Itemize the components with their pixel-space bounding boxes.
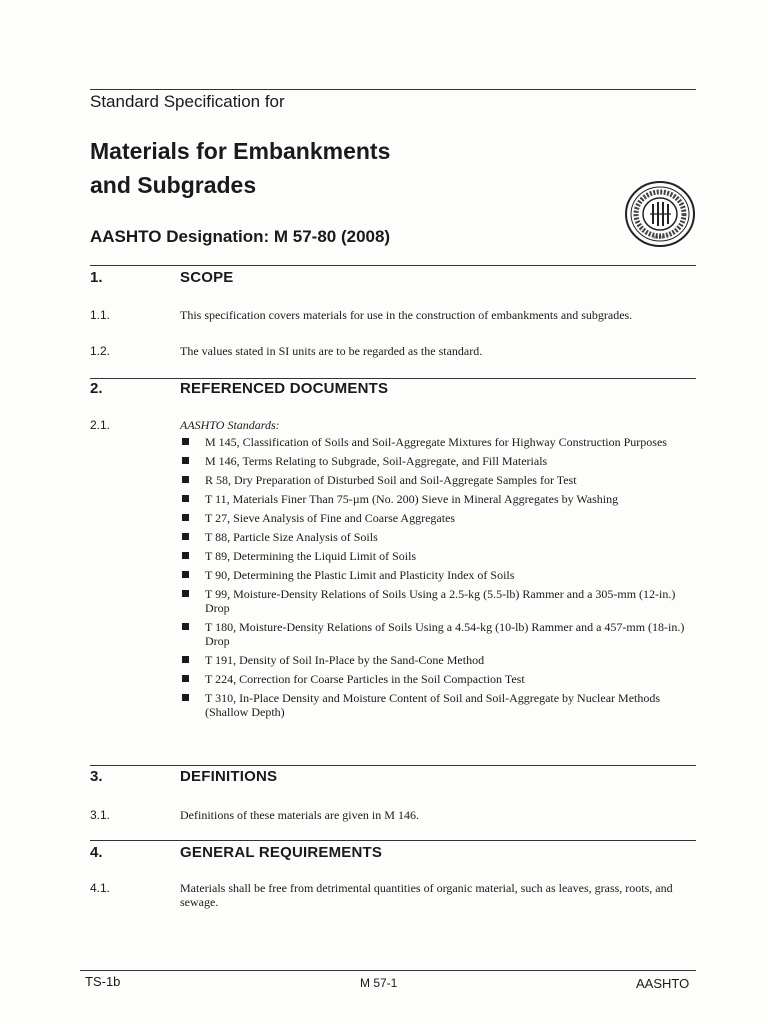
section-4-number: 4.	[90, 844, 103, 861]
bullet-icon	[182, 514, 189, 521]
list-item: T 27, Sieve Analysis of Fine and Coarse Aggregates	[180, 511, 700, 525]
list-item: T 11, Materials Finer Than 75-µm (No. 200) Sieve in Mineral Aggregates by Washing	[180, 492, 700, 506]
list-item: T 180, Moisture-Density Relations of Soils Using a 4.54-kg (10-lb) Rammer and a 457-mm (18-in.) Drop	[180, 620, 700, 648]
list-item: T 90, Determining the Plastic Limit and Plasticity Index of Soils	[180, 568, 700, 582]
section-3-rule	[90, 765, 696, 766]
section-2-title: REFERENCED DOCUMENTS	[180, 380, 389, 397]
list-item: T 89, Determining the Liquid Limit of Soils	[180, 549, 700, 563]
bullet-icon	[182, 656, 189, 663]
doc-title-line1: Materials for Embankments	[90, 138, 391, 164]
para-3-1-text: Definitions of these materials are given in M 146.	[180, 808, 419, 822]
aashto-seal-icon	[620, 180, 700, 250]
section-3-title: DEFINITIONS	[180, 768, 278, 785]
bullet-icon	[182, 533, 189, 540]
section-3-number: 3.	[90, 768, 103, 785]
spec-label: Standard Specification for	[90, 92, 285, 111]
para-4-1-number: 4.1.	[90, 881, 111, 895]
para-4-1-text: Materials shall be free from detrimental quantities of organic material, such as leaves, grass, roots, and sewage.	[180, 881, 673, 909]
section-2-rule	[90, 378, 696, 379]
top-rule	[90, 89, 696, 90]
bullet-icon	[182, 476, 189, 483]
footer-right: AASHTO	[636, 976, 690, 991]
bullet-icon	[182, 552, 189, 559]
section-1-rule	[90, 265, 696, 266]
bullet-icon	[182, 495, 189, 502]
section-4-title: GENERAL REQUIREMENTS	[180, 844, 383, 861]
bullet-icon	[182, 623, 189, 630]
section-1-number: 1.	[90, 269, 103, 286]
bullet-icon	[182, 694, 189, 701]
list-item: T 88, Particle Size Analysis of Soils	[180, 530, 700, 544]
section-2-number: 2.	[90, 380, 103, 397]
list-item: T 310, In-Place Density and Moisture Content of Soil and Soil-Aggregate by Nuclear Methods (Shallow Depth)	[180, 691, 700, 719]
list-item: T 191, Density of Soil In-Place by the Sand-Cone Method	[180, 653, 700, 667]
designation: AASHTO Designation: M 57-80 (2008)	[90, 227, 391, 246]
section-1-title: SCOPE	[180, 269, 234, 286]
seal-year: 1914	[653, 236, 663, 241]
bullet-icon	[182, 675, 189, 682]
bullet-icon	[182, 438, 189, 445]
section-4-rule	[90, 840, 696, 841]
para-1-2-number: 1.2.	[90, 344, 111, 358]
list-item: T 224, Correction for Coarse Particles in the Soil Compaction Test	[180, 672, 700, 686]
list-item: R 58, Dry Preparation of Disturbed Soil and Soil-Aggregate Samples for Test	[180, 473, 700, 487]
para-1-2-text: The values stated in SI units are to be regarded as the standard.	[180, 344, 483, 358]
bullet-icon	[182, 571, 189, 578]
para-2-1-number: 2.1.	[90, 418, 111, 432]
doc-title-line2: and Subgrades	[90, 172, 257, 198]
list-item: T 99, Moisture-Density Relations of Soils Using a 2.5-kg (5.5-lb) Rammer and a 305-mm (12-in.) Drop	[180, 587, 700, 615]
list-item: M 145, Classification of Soils and Soil-Aggregate Mixtures for Highway Construction Purposes	[180, 435, 700, 449]
bullet-icon	[182, 457, 189, 464]
bullet-icon	[182, 590, 189, 597]
para-2-1-intro: AASHTO Standards:	[180, 418, 280, 432]
list-item: M 146, Terms Relating to Subgrade, Soil-Aggregate, and Fill Materials	[180, 454, 700, 468]
para-1-1-text: This specification covers materials for use in the construction of embankments and subgrades.	[180, 308, 633, 322]
footer-left: TS-1b	[85, 974, 121, 989]
referenced-standards-list	[180, 435, 700, 724]
para-1-1-number: 1.1.	[90, 308, 111, 322]
footer-rule	[80, 970, 696, 971]
para-3-1-number: 3.1.	[90, 808, 111, 822]
footer-page-number: M 57-1	[360, 976, 398, 990]
